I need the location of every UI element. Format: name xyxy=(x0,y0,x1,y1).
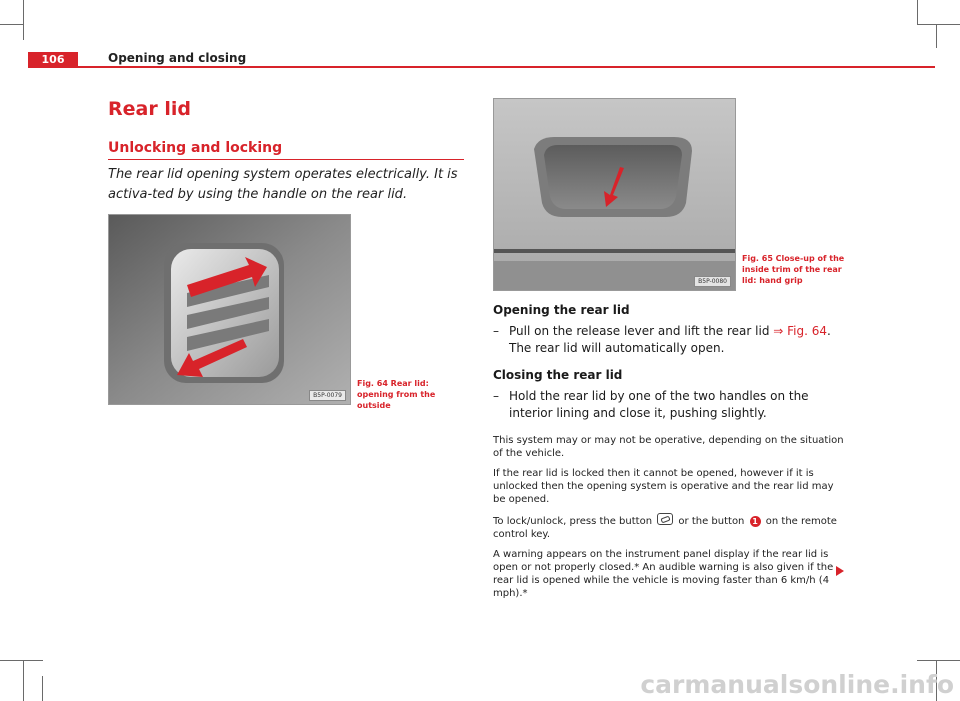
trunk-button-icon xyxy=(657,513,673,525)
paragraph-3-c: on the remote control key. xyxy=(493,516,837,540)
page-heading: Rear lid xyxy=(108,98,191,120)
paragraph-3-a: To lock/unlock, press the button xyxy=(493,516,656,527)
right-column-text xyxy=(493,302,845,607)
opening-step-text: Pull on the release lever and lift the rear lid xyxy=(509,324,774,338)
opening-step xyxy=(493,323,845,357)
figure-65-caption: Fig. 65 Close-up of the inside trim of the rear lid: hand grip xyxy=(742,254,845,285)
header-rule xyxy=(78,66,935,68)
rear-lid-exterior-illustration xyxy=(109,215,350,404)
crop-mark xyxy=(23,0,24,40)
crop-mark xyxy=(0,660,43,661)
opening-title: Opening the rear lid xyxy=(493,303,630,317)
continue-arrow-icon xyxy=(836,566,844,576)
step-dash: – xyxy=(493,324,499,338)
figure-65-image xyxy=(493,98,736,291)
figure-code: B5P-0079 xyxy=(309,390,346,401)
crop-mark xyxy=(917,24,960,25)
crop-mark xyxy=(42,676,43,701)
page-number: 106 xyxy=(28,52,78,68)
closing-step-text: Hold the rear lid by one of the two handles on the interior lining and close it, pushing slightly. xyxy=(509,389,809,420)
figure-code: B5P-0080 xyxy=(694,276,731,287)
crop-mark xyxy=(936,24,937,48)
figure-64-link[interactable]: ⇒ Fig. 64 xyxy=(773,324,828,338)
watermark-text: carmanualsonline.info xyxy=(640,670,954,699)
closing-title: Closing the rear lid xyxy=(493,368,623,382)
figure-64-caption: Fig. 64 Rear lid: opening from the outside xyxy=(357,379,436,410)
crop-mark xyxy=(0,24,24,25)
crop-mark xyxy=(917,660,960,661)
button-number-badge: 1 xyxy=(750,516,761,527)
intro-text: The rear lid opening system operates electrically. It is activa-ted by using the handle on the rear lid. xyxy=(108,167,458,202)
closing-step xyxy=(493,388,845,422)
crop-mark xyxy=(917,0,918,24)
paragraph-3-b: or the button xyxy=(675,516,748,527)
sub-heading-rule xyxy=(108,159,464,160)
paragraph-3 xyxy=(493,513,845,541)
paragraph-2: If the rear lid is locked then it cannot be opened, however if it is unlocked then the opening system is operative and the rear lid may be opened. xyxy=(493,468,834,505)
crop-mark xyxy=(23,660,24,701)
paragraph-1: This system may or may not be operative, depending on the situation of the vehicle. xyxy=(493,435,844,459)
sub-heading: Unlocking and locking xyxy=(108,140,283,156)
opening-step-text-end: . The rear lid will automatically open. xyxy=(509,324,831,355)
rear-lid-handle-illustration xyxy=(494,99,735,290)
step-dash: – xyxy=(493,389,499,403)
figure-64-image xyxy=(108,214,351,405)
section-title: Opening and closing xyxy=(108,51,247,65)
paragraph-4: A warning appears on the instrument panel display if the rear lid is open or not properly closed.* An audible warning is also given if the rear lid is opened while the vehicle is moving faster than 6 km/h (4 mph).* xyxy=(493,549,834,599)
